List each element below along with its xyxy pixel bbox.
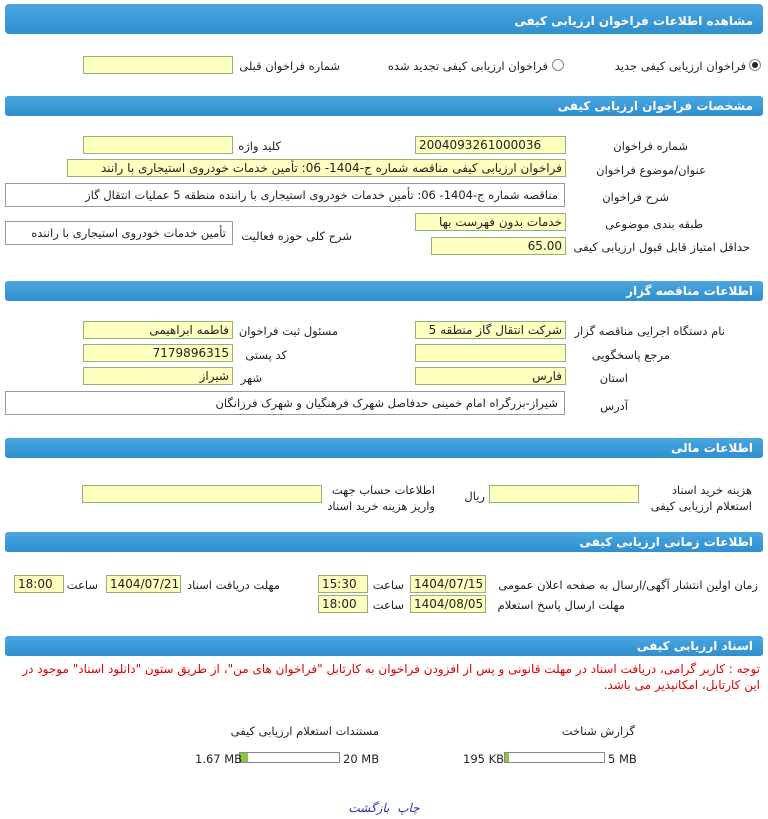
reply-label: مهلت ارسال پاسخ استعلام — [497, 598, 625, 612]
city-label: شهر — [240, 371, 262, 385]
publish-time-field[interactable]: 15:30 — [318, 575, 368, 593]
description-box: مناقصه شماره ج-1404- 06: تأمین خدمات خودروی استیجاری با راننده منطقه 5 عملیات انتقال گاز — [5, 183, 565, 207]
exec-label: نام دستگاه اجرایی مناقصه گزار — [574, 324, 725, 338]
category-field[interactable]: خدمات بدون فهرست بها — [415, 213, 566, 231]
rial-label: ریال — [464, 489, 485, 503]
inquiry-size: 1.67 MB — [195, 752, 243, 766]
postal-field[interactable]: 7179896315 — [83, 344, 233, 362]
category-label: طبقه بندی موضوعی — [605, 217, 703, 231]
province-field[interactable]: فارس — [415, 367, 566, 385]
inquiry-progress — [239, 752, 340, 763]
new-call-label: فراخوان ارزیابی کیفی جدید — [614, 59, 746, 73]
back-link[interactable]: بازگشت — [348, 801, 390, 815]
reply-time-label: ساعت — [372, 598, 404, 612]
ref-label: مرجع پاسخگویی — [591, 348, 670, 362]
doc-cost-field[interactable] — [489, 485, 639, 503]
description-label: شرح فراخوان — [602, 190, 669, 204]
keyword-label: کلید واژه — [238, 139, 281, 153]
prev-number-label: شماره فراخوان قبلی — [239, 59, 340, 73]
report-progress — [504, 752, 605, 763]
keyword-field[interactable] — [83, 136, 233, 154]
report-progress-fill — [505, 753, 509, 762]
publish-time-label: ساعت — [372, 578, 404, 592]
scope-box: تأمین خدمات خودروی استیجاری با راننده — [5, 221, 233, 245]
publish-label: زمان اولین انتشار آگهی/ارسال به صفحه اعلان عمومی — [498, 578, 758, 592]
org-section-header: اطلاعات مناقصه گزار — [5, 281, 763, 301]
report-max-size: 5 MB — [608, 752, 637, 766]
min-score-label: حداقل امتیاز قابل قبول ارزیابی کیفی — [573, 240, 750, 254]
receive-time-field[interactable]: 18:00 — [14, 575, 64, 593]
doc-cost-label: هزینه خرید اسناد استعلام ارزیابی کیفی — [650, 483, 752, 513]
address-box: شیراز-بزرگراه امام خمینی حدفاصل شهرک فرهنگیان و شهرک فرزانگان — [5, 391, 565, 415]
prev-number-field[interactable] — [83, 56, 233, 74]
subject-field[interactable]: فراخوان ارزیابی کیفی مناقصه شماره ج-1404- 06: تأمین خدمات خودروی استیجاری با رانند — [67, 159, 566, 177]
account-field[interactable] — [82, 485, 322, 503]
timing-section-header: اطلاعات زمانی ارزیابی کیفی — [5, 532, 763, 552]
subject-label: عنوان/موضوع فراخوان — [596, 163, 706, 177]
number-label: شماره فراخوان — [613, 139, 688, 153]
scope-label: شرح کلی حوزه فعالیت — [241, 229, 352, 243]
docs-section-header: اسناد ارزیابی کیفی — [5, 636, 763, 656]
report-size: 195 KB — [463, 752, 505, 766]
inquiry-label: مستندات استعلام ارزیابی کیفی — [230, 724, 379, 738]
footer-actions — [0, 801, 768, 815]
min-score-field[interactable]: 65.00 — [431, 237, 566, 255]
receive-label: مهلت دریافت اسناد — [187, 578, 280, 592]
page-title: مشاهده اطلاعات فراخوان ارزیابی کیفی — [5, 4, 763, 34]
ref-field[interactable] — [415, 344, 566, 362]
registrar-field[interactable]: فاطمه ابراهیمی — [83, 321, 233, 339]
print-link[interactable]: چاپ — [397, 801, 420, 815]
exec-field[interactable]: شرکت انتقال گاز منطقه 5 — [415, 321, 566, 339]
province-label: استان — [599, 371, 628, 385]
reply-time-field[interactable]: 18:00 — [318, 595, 368, 613]
publish-date-field[interactable]: 1404/07/15 — [410, 575, 486, 593]
inquiry-max-size: 20 MB — [343, 752, 380, 766]
renewed-call-label: فراخوان ارزیابی کیفی تجدید شده — [387, 59, 548, 73]
postal-label: کد پستی — [245, 348, 287, 362]
docs-notice: توجه : کاربر گرامی، دریافت اسناد در مهلت قانونی و پس از افزودن فراخوان به کارتابل "فراخوان های من"، از طریق ستون "دانلود اسناد" موجود در این کارتابل، امکانپذیر می باشد. — [22, 662, 760, 692]
new-call-radio[interactable] — [749, 59, 761, 71]
reply-date-field[interactable]: 1404/08/05 — [410, 595, 486, 613]
renewed-call-radio[interactable] — [552, 59, 564, 71]
receive-date-field[interactable]: 1404/07/21 — [106, 575, 181, 593]
receive-time-label: ساعت — [66, 578, 98, 592]
specs-section-header: مشخصات فراخوان ارزیابی کیفی — [5, 96, 763, 116]
registrar-label: مسئول ثبت فراخوان — [238, 324, 338, 338]
account-label: اطلاعات حساب جهت واریز هزینه خرید اسناد — [327, 483, 435, 513]
number-field[interactable]: 2004093261000036 — [415, 136, 566, 154]
report-label: گزارش شناخت — [561, 724, 635, 738]
address-label: آدرس — [600, 399, 628, 413]
finance-section-header: اطلاعات مالی — [5, 438, 763, 458]
city-field[interactable]: شیراز — [83, 367, 233, 385]
